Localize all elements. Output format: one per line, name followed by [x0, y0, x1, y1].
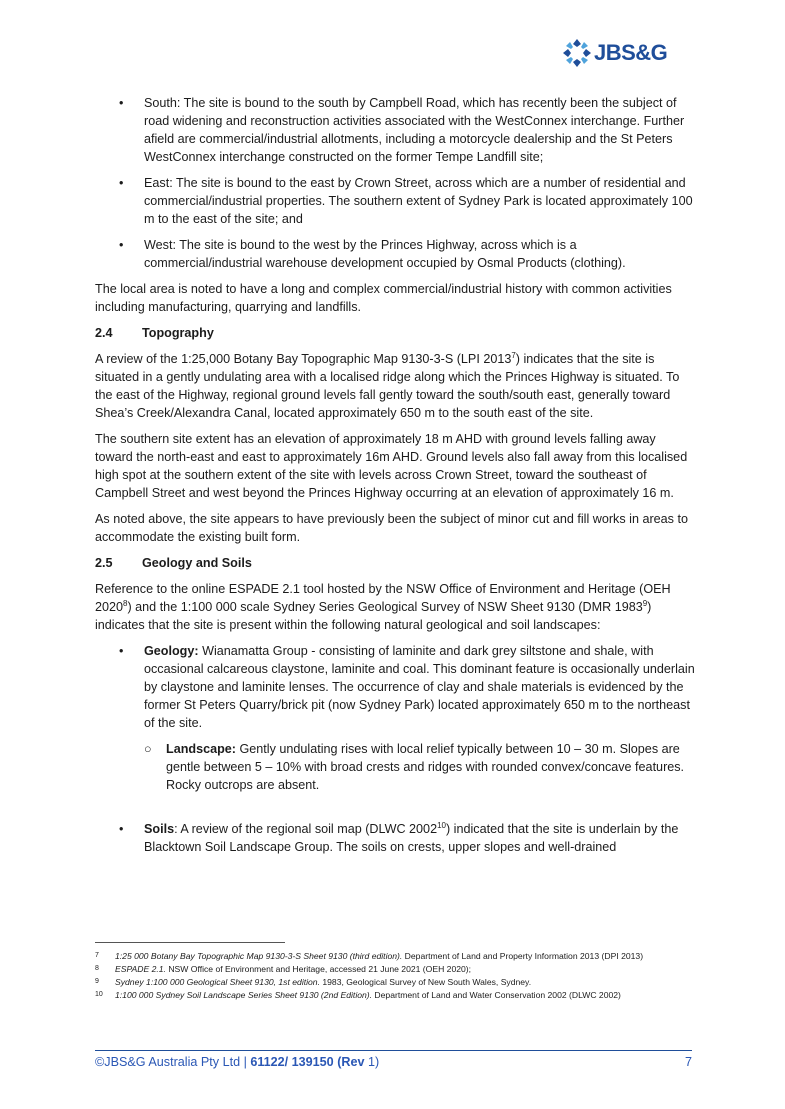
- circle-bullet-icon: ○: [144, 742, 152, 756]
- geology-paragraph-1: [95, 580, 695, 634]
- footer-reference: [95, 1055, 379, 1069]
- spacer: [95, 802, 695, 820]
- list-item: [95, 174, 695, 228]
- footnote-title: 1:100 000 Sydney Soil Landscape Series Sheet 9130 (2nd Edition).: [115, 990, 373, 1000]
- footnote-ref: 10: [437, 820, 446, 830]
- soils-list: [95, 820, 695, 856]
- topography-paragraph-3: As noted above, the site appears to have previously been the subject of minor cut and fill works in areas to accommodate the existing built form.: [95, 512, 688, 544]
- footer-close: ): [375, 1055, 380, 1069]
- footer-company: ©JBS&G Australia Pty Ltd |: [95, 1055, 251, 1069]
- footnote-title: 1:25 000 Botany Bay Topographic Map 9130-3-S Sheet 9130 (third edition).: [115, 951, 403, 961]
- bullet-icon: •: [119, 822, 124, 836]
- page-content: [95, 94, 695, 864]
- text-run: ) indicates that the site is situated in a gently undulating area with a localised ridge along which the Princes Highway is situated. To the east of the Highway, regional ground levels fall gently toward the south/south east, generally toward Shea’s Creek/Alexandra Canal, located approximately 650 m to the south east of the site.: [95, 352, 680, 420]
- footnote: [95, 976, 695, 988]
- footnote: [95, 989, 695, 1001]
- footnote-number: 9: [95, 978, 99, 985]
- footer-rev: 1: [368, 1055, 376, 1069]
- list-item-text: West: The site is bound to the west by the Princes Highway, across which is a commercial/industrial warehouse development occupied by Osmal Products (clothing).: [144, 238, 626, 270]
- landscape-text: Gently undulating rises with local relief typically between 10 – 30 m. Slopes are gentle between 5 – 10% with broad crests and ridges with rounded convex/concave features. Rocky outcrops are absent.: [166, 742, 685, 792]
- bullet-icon: •: [119, 644, 124, 658]
- geology-label: Geology:: [144, 644, 199, 658]
- section-number: 2.4: [95, 326, 113, 340]
- text-run: Reference to the online ESPADE 2.1 tool hosted by the NSW Office of Environment and Heritage (OEH 2020: [95, 582, 671, 614]
- soils-label: Soils: [144, 822, 175, 836]
- footnote-text: Department of Land and Property Information 2013 (DPI 2013): [402, 951, 644, 961]
- footnote-text: Department of Land and Water Conservation 2002 (DLWC 2002): [372, 990, 621, 1000]
- footer-divider: [95, 1050, 692, 1051]
- footnote: [95, 950, 695, 962]
- landscape-sublist: [144, 740, 695, 794]
- topography-paragraph-2: The southern site extent has an elevation of approximately 18 m AHD with ground levels falling away toward the north-east and east to approximately 16m AHD. Ground levels also fall away from this localised high spot at the southern extent of the site with levels across Crown Street, toward the southeast of Campbell Street and west beyond the Princes Highway occurring at an elevation of approximately 16 m.: [95, 432, 688, 500]
- list-item: [95, 236, 695, 272]
- soils-text: ) indicated that the site is underlain by the Blacktown Soil Landscape Group. The soils on crests, upper slopes and well-drained: [144, 822, 679, 854]
- footnote-number: 7: [95, 952, 99, 959]
- footnote-divider: [95, 942, 285, 943]
- local-area-paragraph: The local area is noted to have a long and complex commercial/industrial history with common activities including manufacturing, quarrying and landfills.: [95, 282, 672, 314]
- section-title: Topography: [142, 326, 214, 340]
- footnote-text: 1983, Geological Survey of New South Wales, Sydney.: [319, 977, 532, 987]
- logo-text: JBS&G: [594, 40, 668, 65]
- section-title: Geology and Soils: [142, 556, 252, 570]
- list-item-geology: [95, 642, 695, 794]
- footnotes: [95, 950, 695, 1002]
- footnote-number: 10: [95, 991, 103, 998]
- text-run: A review of the 1:25,000 Botany Bay Topographic Map 9130-3-S (LPI 2013: [95, 352, 512, 366]
- landscape-label: Landscape:: [166, 742, 236, 756]
- site-boundary-list: [95, 94, 695, 272]
- footnote-ref: 9: [642, 598, 648, 608]
- page-number: 7: [684, 1055, 692, 1069]
- text-run: ) indicates that the site is present within the following natural geological and soil landscapes:: [95, 600, 652, 632]
- footnote-ref: 8: [123, 598, 128, 608]
- section-heading-topography: [95, 324, 695, 342]
- section-heading-geology: [95, 554, 695, 572]
- footnote-text: NSW Office of Environment and Heritage, accessed 21 June 2021 (OEH 2020);: [165, 964, 472, 974]
- footnote: [95, 963, 695, 975]
- footnote-title: ESPADE 2.1.: [115, 964, 166, 974]
- jbsg-logo: [562, 36, 694, 70]
- geology-text: Wianamatta Group - consisting of laminite and dark grey siltstone and shale, with occasional calcareous claystone, laminite and coal. This dominant feature is occasionally underlain by claystone and laminite lenses. The occurrence of clay and shale materials is evidenced by the former St Peters Quarry/brick pit (now Sydney Park) located approximately 650 m to the northeast of the site.: [144, 644, 695, 730]
- footer-ref: 61122/ 139150 (Rev: [250, 1055, 368, 1069]
- jbsg-logo-icon: [562, 38, 592, 68]
- footnote-title: Sydney 1:100 000 Geological Sheet 9130, 1st edition.: [115, 977, 320, 987]
- list-item-text: East: The site is bound to the east by Crown Street, across which are a number of residential and commercial/industrial properties. The southern extent of Sydney Park is located approximately 100 m to the east of the site; and: [144, 176, 693, 226]
- text-run: ) and the 1:100 000 scale Sydney Series Geological Survey of NSW Sheet 9130 (DMR 1983: [127, 600, 643, 614]
- list-item-landscape: [144, 740, 695, 794]
- list-item-text: South: The site is bound to the south by Campbell Road, which has recently been the subject of road widening and reconstruction activities associated with the WestConnex interchange. Further afield are commercial/industrial allotments, including a motorcycle dealership and the St Peters WestConnex interchange constructed on the former Tempe Landfill site;: [144, 96, 685, 164]
- list-item-soils: [95, 820, 695, 856]
- footnote-number: 8: [95, 965, 99, 972]
- bullet-icon: •: [119, 176, 124, 190]
- page-footer: [95, 1055, 692, 1069]
- topography-paragraph-1: [95, 350, 695, 422]
- footnote-ref: 7: [511, 350, 516, 360]
- bullet-icon: •: [119, 96, 124, 110]
- soils-text: : A review of the regional soil map (DLWC 2002: [174, 822, 438, 836]
- geology-list: [95, 642, 695, 794]
- list-item: [95, 94, 695, 166]
- bullet-icon: •: [119, 238, 124, 252]
- section-number: 2.5: [95, 556, 113, 570]
